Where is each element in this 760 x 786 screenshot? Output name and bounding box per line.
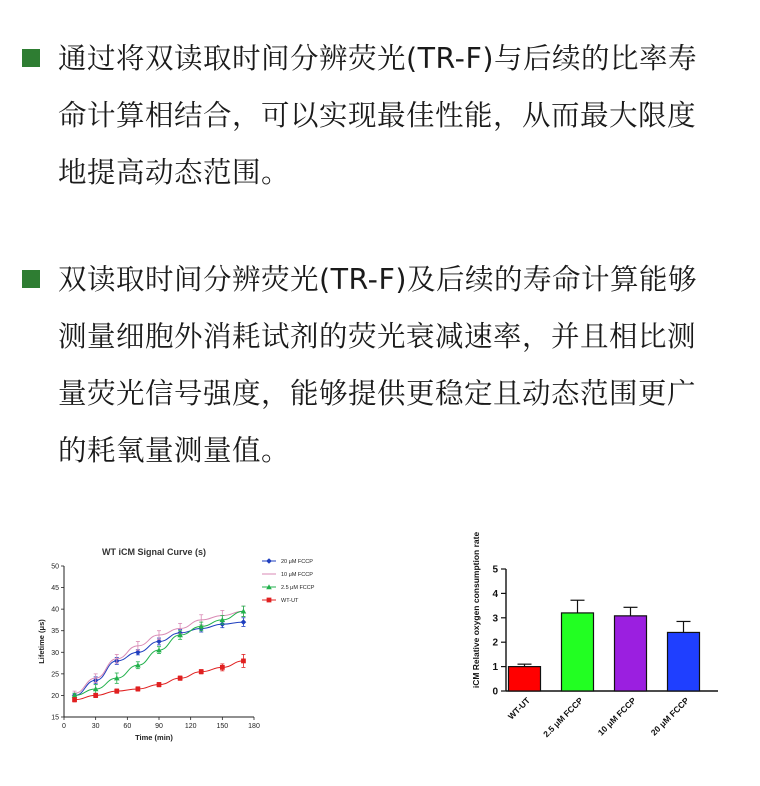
y-tick-label: 40: [51, 606, 59, 614]
data-point: [241, 659, 246, 664]
chart-title: WT iCM Signal Curve (s): [101, 547, 207, 557]
bullet-1-text: [58, 30, 748, 201]
data-point: [114, 689, 119, 694]
data-point: [220, 665, 225, 670]
bar: [562, 613, 594, 691]
y-tick-label: 0: [492, 686, 498, 698]
x-tick-label: 120: [184, 723, 197, 730]
bar-group-1: [541, 600, 593, 739]
y-tick-label: 50: [51, 563, 59, 571]
bar-group-3: [649, 621, 700, 737]
x-tick-label: 90: [155, 723, 163, 730]
legend-label: 2.5 μM FCCP: [281, 585, 315, 592]
y-tick-label: 25: [51, 671, 59, 679]
y-tick-label: 45: [51, 585, 59, 593]
data-point: [157, 682, 162, 687]
legend-label: 20 μM FCCP: [281, 559, 313, 566]
bullet-2-text: [58, 251, 748, 479]
x-tick-label: WT-UT: [505, 695, 532, 722]
x-tick-label: 20 μM FCCP: [648, 695, 691, 738]
y-tick-label: 3: [492, 613, 498, 625]
lifetime-line-chart: [18, 535, 315, 765]
bar: [668, 632, 700, 691]
legend-marker: [266, 558, 272, 564]
data-point: [241, 619, 247, 625]
y-tick-label: 30: [51, 649, 59, 657]
y-tick-label: 4: [492, 588, 498, 600]
legend-marker: [267, 598, 272, 603]
x-axis-label: Time (min): [135, 733, 173, 742]
bullet-square-icon: [22, 49, 40, 67]
bar: [615, 616, 647, 691]
y-tick-label: 20: [51, 692, 59, 700]
legend-label: 10 μM FCCP: [281, 572, 313, 579]
data-point: [93, 693, 98, 698]
x-tick-label: 150: [216, 723, 229, 730]
x-tick-label: 60: [123, 723, 132, 730]
data-point: [136, 687, 141, 692]
y-tick-label: 1: [492, 662, 498, 674]
x-tick-label: 0: [62, 723, 66, 730]
data-point: [178, 676, 183, 681]
bar: [509, 667, 541, 691]
bullet-2-line-1: 双读取时间分辨荧光(TR-F)及后续的寿命计算能够: [58, 263, 697, 296]
x-tick-label: 180: [248, 723, 260, 730]
y-tick-label: 2: [492, 637, 498, 649]
bar-group-2: [596, 607, 647, 737]
bullet-1-line-2: 命计算相结合，可以实现最佳性能，从而最大限度: [58, 99, 697, 132]
bullet-1-line-1: 通过将双读取时间分辨荧光(TR-F)与后续的比率寿: [58, 42, 697, 75]
legend-label: WT-UT: [281, 598, 299, 605]
bullet-2-line-4: 的耗氧量测量值。: [58, 434, 291, 467]
x-tick-label: 2.5 μM FCCP: [541, 695, 585, 740]
series-3: [72, 654, 246, 702]
data-point: [199, 669, 204, 674]
ocr-bar-chart: [458, 525, 728, 775]
bullet-2-line-3: 量荧光信号强度，能够提供更稳定且动态范围更广: [58, 377, 697, 410]
y-tick-label: 35: [51, 628, 59, 636]
x-tick-label: 10 μM FCCP: [595, 695, 638, 738]
bullet-square-icon: [22, 270, 40, 288]
series-line: [75, 661, 244, 700]
legend: [262, 558, 315, 604]
x-tick-label: 30: [91, 723, 100, 730]
y-axis-label: Lifetime (μs): [37, 619, 46, 664]
bar-group-0: [506, 664, 541, 721]
bullet-2-line-2: 测量细胞外消耗试剂的荧光衰减速率，并且相比测: [58, 320, 697, 353]
y-axis-label: iCM Relative oxygen consumption rate: [471, 531, 481, 689]
bullet-1-line-3: 地提高动态范围。: [58, 156, 291, 189]
data-point: [72, 697, 77, 702]
y-tick-label: 5: [492, 564, 498, 576]
y-tick-label: 15: [51, 714, 59, 722]
